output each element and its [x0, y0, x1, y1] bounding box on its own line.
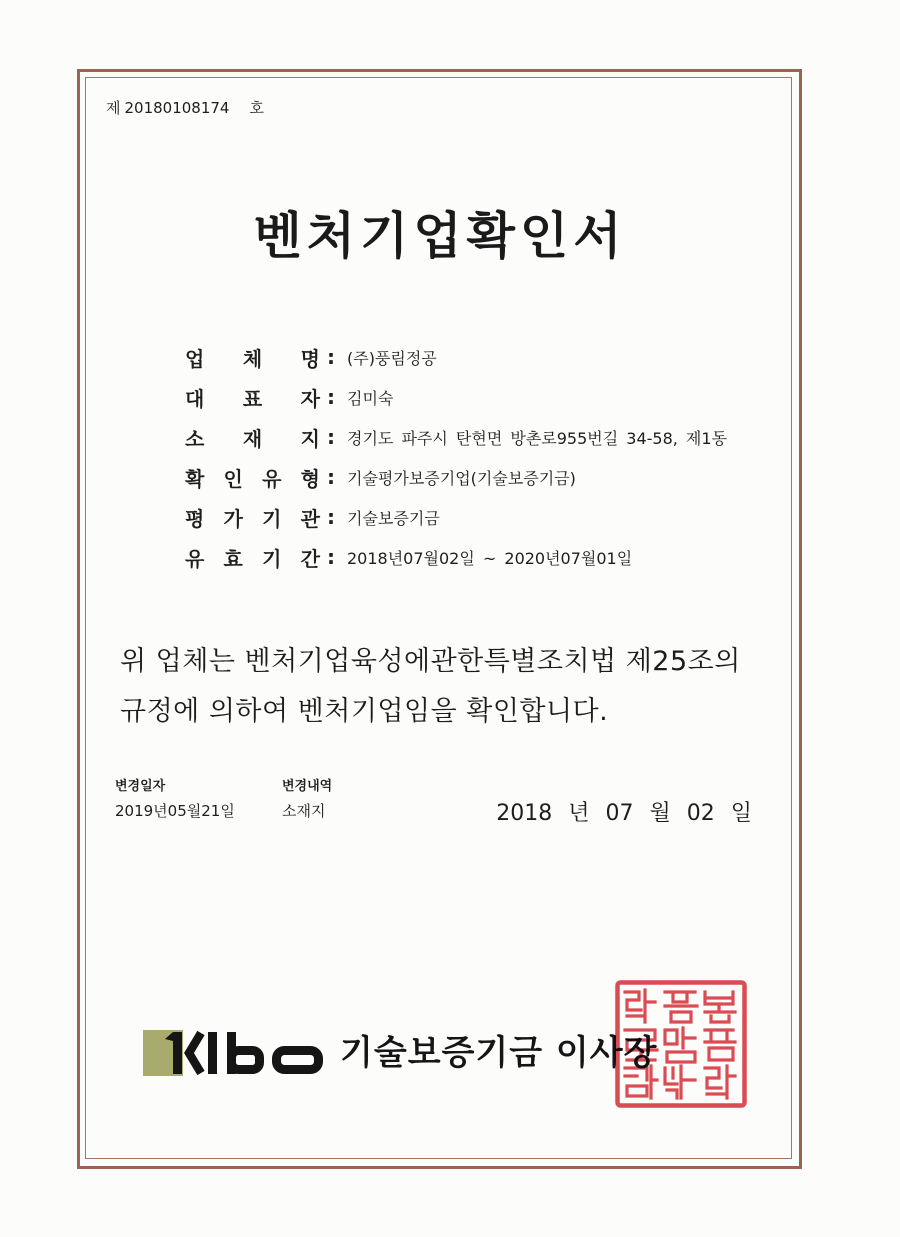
statement-line: 위 업체는 벤처기업육성에관한특별조치법 제25조의: [120, 646, 741, 677]
field-label: 평 가 기 관: [185, 506, 320, 531]
field-row-confirmation-type: [185, 457, 765, 497]
field-colon: :: [327, 545, 335, 569]
field-colon: :: [327, 465, 335, 489]
official-seal: [615, 980, 747, 1108]
field-value: 기술보증기금: [347, 508, 440, 528]
field-row-company-name: [185, 337, 765, 377]
change-detail: 소재지: [282, 802, 326, 820]
logo-b-bowl: [232, 1051, 260, 1070]
change-log: [115, 778, 402, 824]
document-number-suffix: 호: [249, 99, 264, 117]
field-row-evaluating-agency: [185, 497, 765, 537]
field-colon: :: [327, 425, 335, 449]
statement-line: 규정에 의하여 벤처기업임을 확인합니다.: [120, 696, 609, 727]
field-row-address: [185, 417, 765, 457]
field-row-validity-period: [185, 537, 765, 577]
issue-date: [496, 800, 752, 828]
field-label: 유 효 기 간: [185, 546, 320, 571]
field-label: 소 재 지: [185, 426, 320, 451]
issue-month-unit: 월: [649, 801, 671, 826]
logo-i: [208, 1032, 217, 1074]
certificate-fields: [185, 337, 765, 577]
field-value: (주)풍림정공: [347, 348, 437, 368]
field-colon: :: [327, 385, 335, 409]
change-detail-header: 변경내역: [282, 779, 333, 794]
issue-month: 07: [605, 801, 634, 826]
issue-day: 02: [686, 801, 715, 826]
logo-o: [277, 1051, 319, 1070]
field-value: 기술평가보증기업(기술보증기금): [347, 468, 576, 488]
change-date: 2019년05월21일: [115, 802, 235, 820]
field-colon: :: [327, 505, 335, 529]
document-number-value: 20180108174: [124, 99, 230, 117]
kibo-logo: [140, 1024, 325, 1080]
field-row-representative: [185, 377, 765, 417]
issue-year-unit: 년: [568, 801, 590, 826]
field-label: 대 표 자: [185, 386, 320, 411]
field-value: 김미숙: [347, 388, 394, 408]
logo-k-arms: [189, 1033, 201, 1073]
document-number: [106, 97, 264, 119]
field-value: 2018년07월02일 ~ 2020년07월01일: [347, 548, 633, 568]
change-date-header: 변경일자: [115, 779, 166, 794]
issue-year: 2018: [496, 801, 553, 826]
document-number-prefix: 제: [106, 99, 121, 117]
issue-day-unit: 일: [730, 801, 752, 826]
document-title: 벤처기업확인서: [253, 207, 627, 265]
field-value: 경기도 파주시 탄현면 방촌로955번길 34-58, 제1동: [347, 428, 728, 448]
field-colon: :: [327, 345, 335, 369]
issuer-name: 기술보증기금 이사장: [340, 1033, 658, 1073]
confirmation-statement: [120, 637, 741, 737]
field-label: 확 인 유 형: [185, 466, 320, 491]
field-label: 업 체 명: [185, 346, 320, 371]
